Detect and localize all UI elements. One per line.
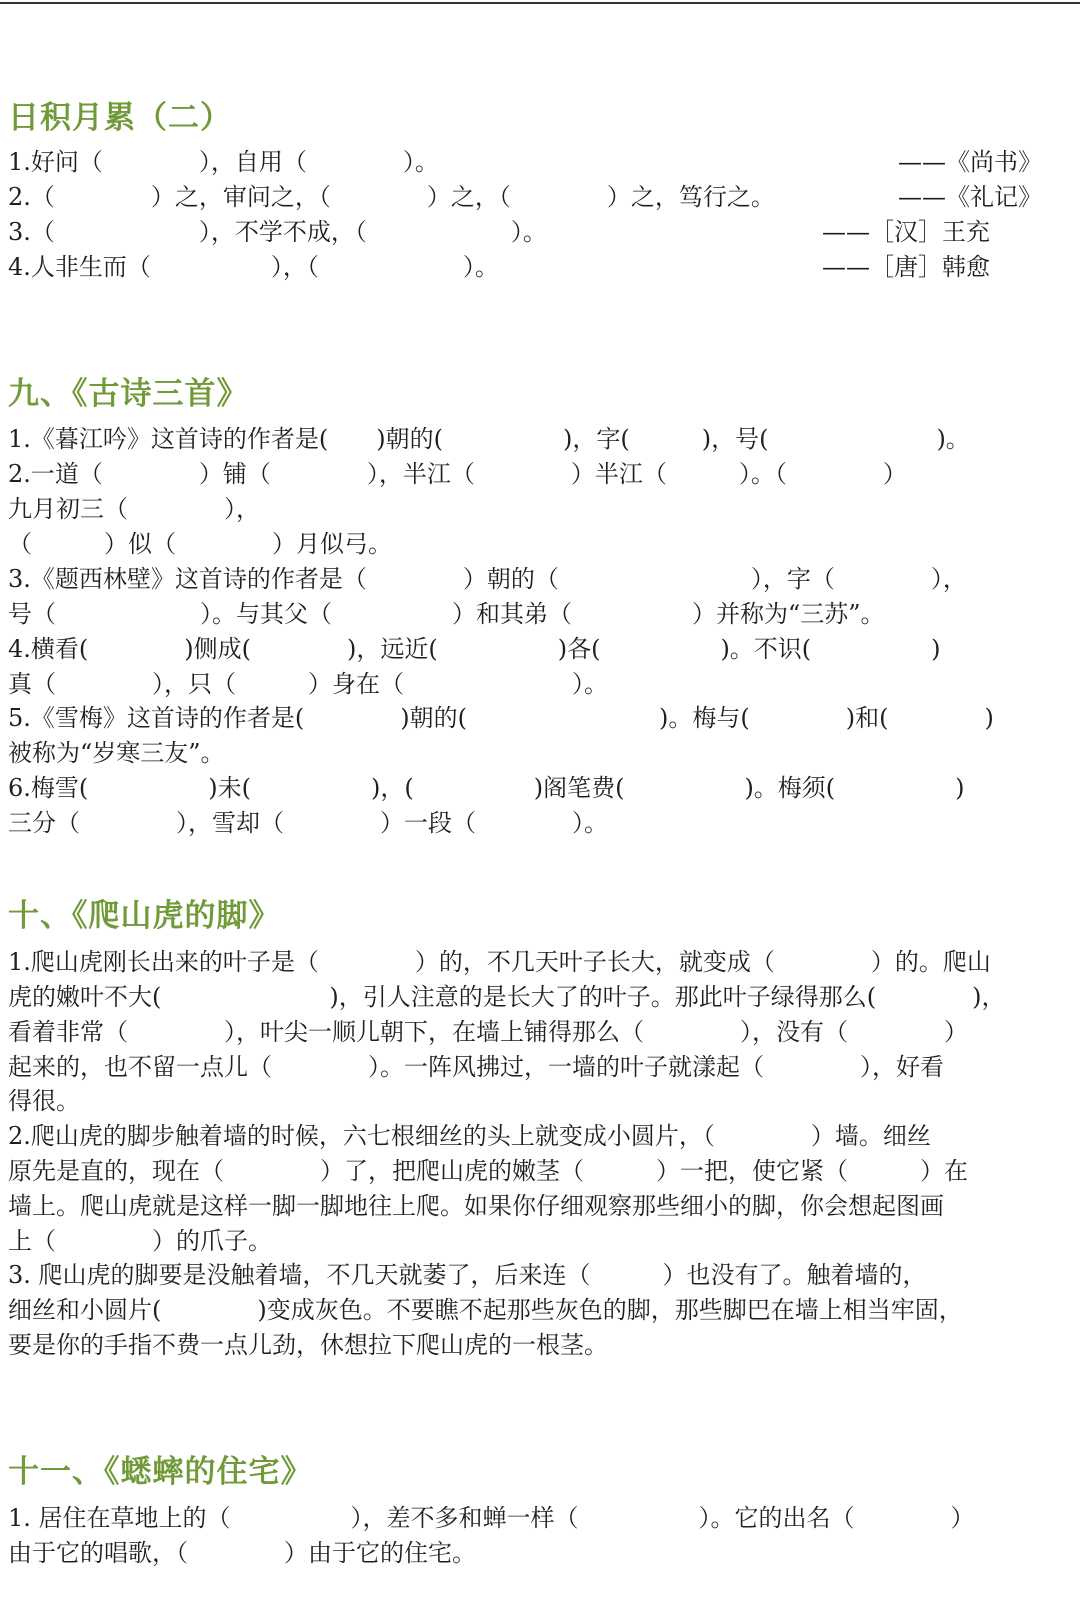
section-heading-rijiyuelei: 日积月累（二） (8, 100, 232, 136)
quote-source: ——《礼记》 (898, 183, 1042, 211)
top-rule (0, 2, 1080, 4)
exercise-line: 1.《暮江吟》这首诗的作者是( )朝的( )，字( )，号( )。 (8, 425, 970, 453)
exercise-line: 1. 居住在草地上的（ ），差不多和蝉一样（ ）。它的出名（ ） (8, 1504, 975, 1532)
exercise-line: 号（ ）。与其父（ ）和其弟（ ）并称为“三苏”。 (8, 600, 885, 628)
quote-source: ——《尚书》 (898, 148, 1042, 176)
exercise-line: 看着非常（ ），叶尖一顺儿朝下，在墙上铺得那么（ ），没有（ ） (8, 1018, 968, 1046)
exercise-line: 4.横看( )侧成( )，远近( )各( )。不识( ) (8, 635, 941, 663)
exercise-line: 2.一道（ ）铺（ ），半江（ ）半江（ ）。（ ） (8, 460, 907, 488)
exercise-line: 起来的，也不留一点儿（ ）。一阵风拂过，一墙的叶子就漾起（ ），好看 (8, 1053, 944, 1081)
section-heading-gushi: 九、《古诗三首》 (8, 376, 249, 412)
exercise-line: 5.《雪梅》这首诗的作者是( )朝的( )。梅与( )和( ) (8, 704, 994, 732)
exercise-line: 2.爬山虎的脚步触着墙的时候，六七根细丝的头上就变成小圆片，（ ）墙。细丝 (8, 1122, 931, 1150)
exercise-line: 1.好问（ ），自用（ ）。 (8, 148, 439, 176)
quote-source: ——［唐］韩愈 (822, 253, 990, 281)
exercise-line: 虎的嫩叶不大( )，引人注意的是长大了的叶子。那此叶子绿得那么( )， (8, 983, 1006, 1011)
exercise-line: 得很。 (8, 1087, 80, 1115)
exercise-line: 墙上。爬山虎就是这样一脚一脚地往上爬。如果你仔细观察那些细小的脚，你会想起图画 (8, 1192, 944, 1220)
exercise-line: 3.（ ），不学不成，（ ）。 (8, 218, 547, 246)
section-heading-pashanhu: 十、《爬山虎的脚》 (8, 898, 281, 934)
quote-source: ——［汉］王充 (822, 218, 990, 246)
exercise-line: 6.梅雪( )未( )，( )阁笔费( )。梅须( ) (8, 774, 965, 802)
exercise-line: 4.人非生而（ ），（ ）。 (8, 253, 499, 281)
exercise-line: 3. 爬山虎的脚要是没触着墙，不几天就萎了，后来连（ ）也没有了。触着墙的， (8, 1261, 927, 1289)
exercise-line: 三分（ ），雪却（ ）一段（ ）。 (8, 809, 608, 837)
exercise-line: 细丝和小圆片( )变成灰色。不要瞧不起那些灰色的脚，那些脚巴在墙上相当牢固， (8, 1296, 963, 1324)
exercise-line: 上（ ）的爪子。 (8, 1227, 272, 1255)
exercise-line: 九月初三（ ）， (8, 495, 260, 523)
exercise-line: 2.（ ）之，审问之，（ ）之，（ ）之，笃行之。 (8, 183, 775, 211)
exercise-line: 要是你的手指不费一点儿劲，休想拉下爬山虎的一根茎。 (8, 1331, 608, 1359)
exercise-line: 由于它的唱歌，（ ）由于它的住宅。 (8, 1539, 476, 1567)
exercise-line: 3.《题西林壁》这首诗的作者是（ ）朝的（ ），字（ ）， (8, 565, 967, 593)
section-heading-xishuai: 十一、《蟋蟀的住宅》 (8, 1454, 313, 1490)
exercise-line: 原先是直的，现在（ ）了，把爬山虎的嫩茎（ ）一把，使它紧（ ）在 (8, 1157, 968, 1185)
exercise-line: 真（ ），只（ ）身在（ ）。 (8, 670, 608, 698)
exercise-line: （ ）似（ ）月似弓。 (8, 530, 392, 558)
exercise-line: 1.爬山虎刚长出来的叶子是（ ）的，不几天叶子长大，就变成（ ）的。爬山 (8, 948, 991, 976)
exercise-line: 被称为“岁寒三友”。 (8, 739, 225, 767)
